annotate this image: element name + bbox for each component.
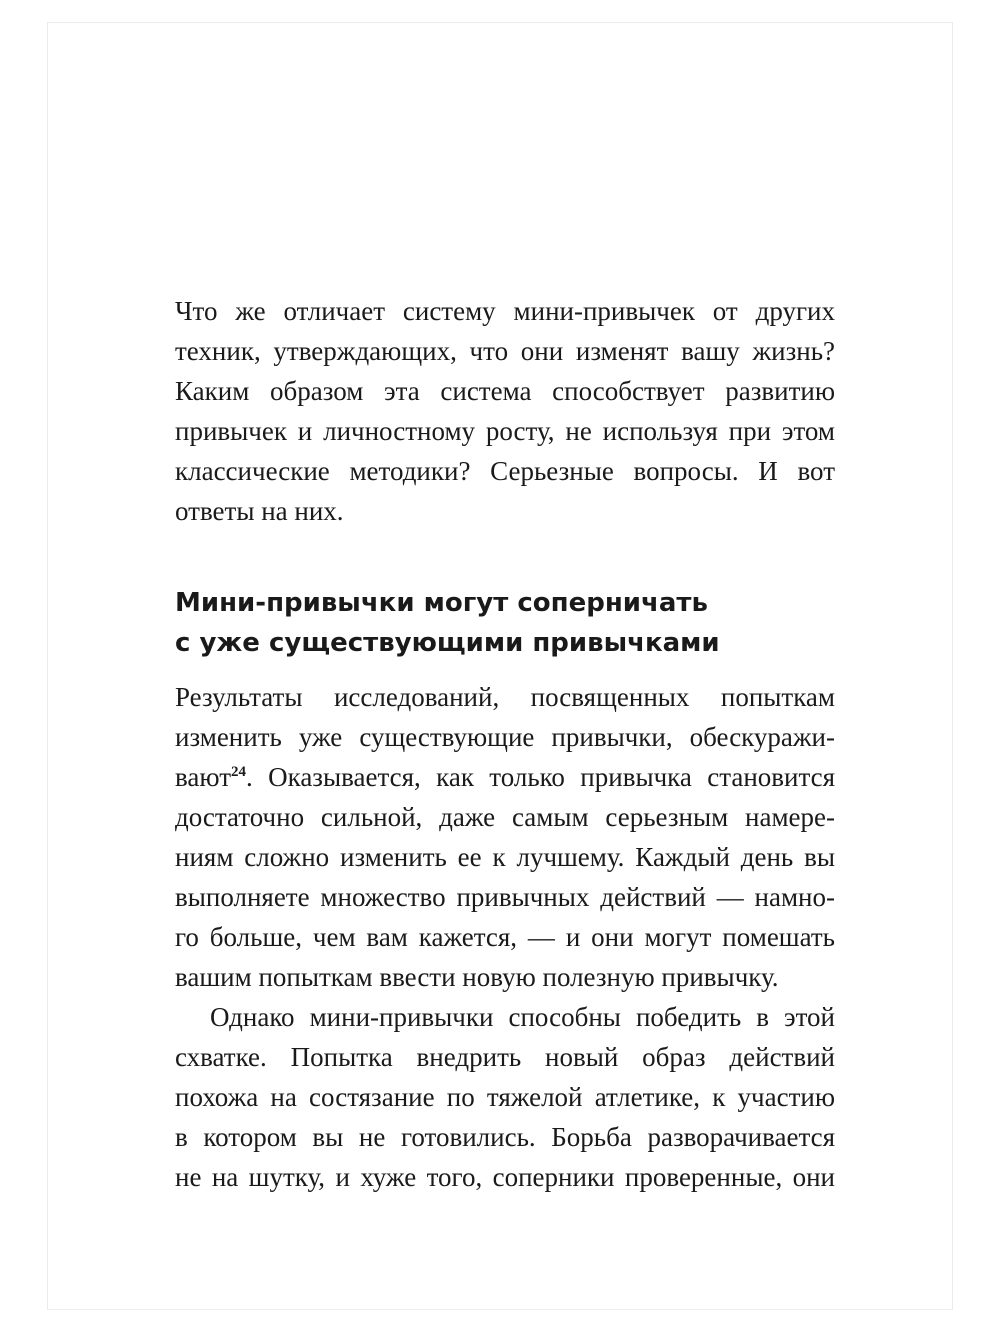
body-line-start: вают <box>175 762 231 792</box>
body-line: достаточно сильной, даже самым серьезным намере- <box>175 802 835 832</box>
section-heading <box>175 583 835 663</box>
heading-line: Мини-привычки могут соперничать <box>175 588 708 618</box>
footnote-reference[interactable]: 24 <box>231 764 246 780</box>
body-line: похожа на состязание по тяжелой атлетике, к участию <box>175 1082 835 1112</box>
intro-line: классические методики? Серьезные вопросы. И вот <box>175 456 835 486</box>
body-line: вашим попыткам ввести новую полезную привычку. <box>175 962 779 992</box>
heading-line: с уже существующими привычками <box>175 628 720 658</box>
intro-line: техник, утверждающих, что они изменят вашу жизнь? <box>175 336 835 366</box>
body-line: ниям сложно изменить ее к лучшему. Каждый день вы <box>175 842 835 872</box>
body-line-rest: . Оказывается, как только привычка становится <box>246 762 835 792</box>
body-line: изменить уже существующие привычки, обескуражи- <box>175 722 835 752</box>
body-line: схватке. Попытка внедрить новый образ действий <box>175 1042 835 1072</box>
body-line: Результаты исследований, посвященных попыткам <box>175 682 835 712</box>
intro-line: Что же отличает систему мини-привычек от других <box>175 296 835 326</box>
body-line-with-footnote <box>175 757 835 797</box>
body-line: Однако мини-привычки способны победить в этой <box>210 1002 835 1032</box>
body-line: в котором вы не готовились. Борьба разворачивается <box>175 1122 835 1152</box>
body-line: не на шутку, и хуже того, соперники проверенные, они <box>175 1162 835 1192</box>
intro-line: Каким образом эта система способствует развитию <box>175 376 835 406</box>
body-line: го больше, чем вам кажется, — и они могут помешать <box>175 922 835 952</box>
body-text <box>175 677 835 1197</box>
intro-paragraph <box>175 291 835 531</box>
body-line: выполняете множество привычных действий — намно- <box>175 882 835 912</box>
intro-line: ответы на них. <box>175 496 344 526</box>
intro-line: привычек и личностному росту, не используя при этом <box>175 416 835 446</box>
